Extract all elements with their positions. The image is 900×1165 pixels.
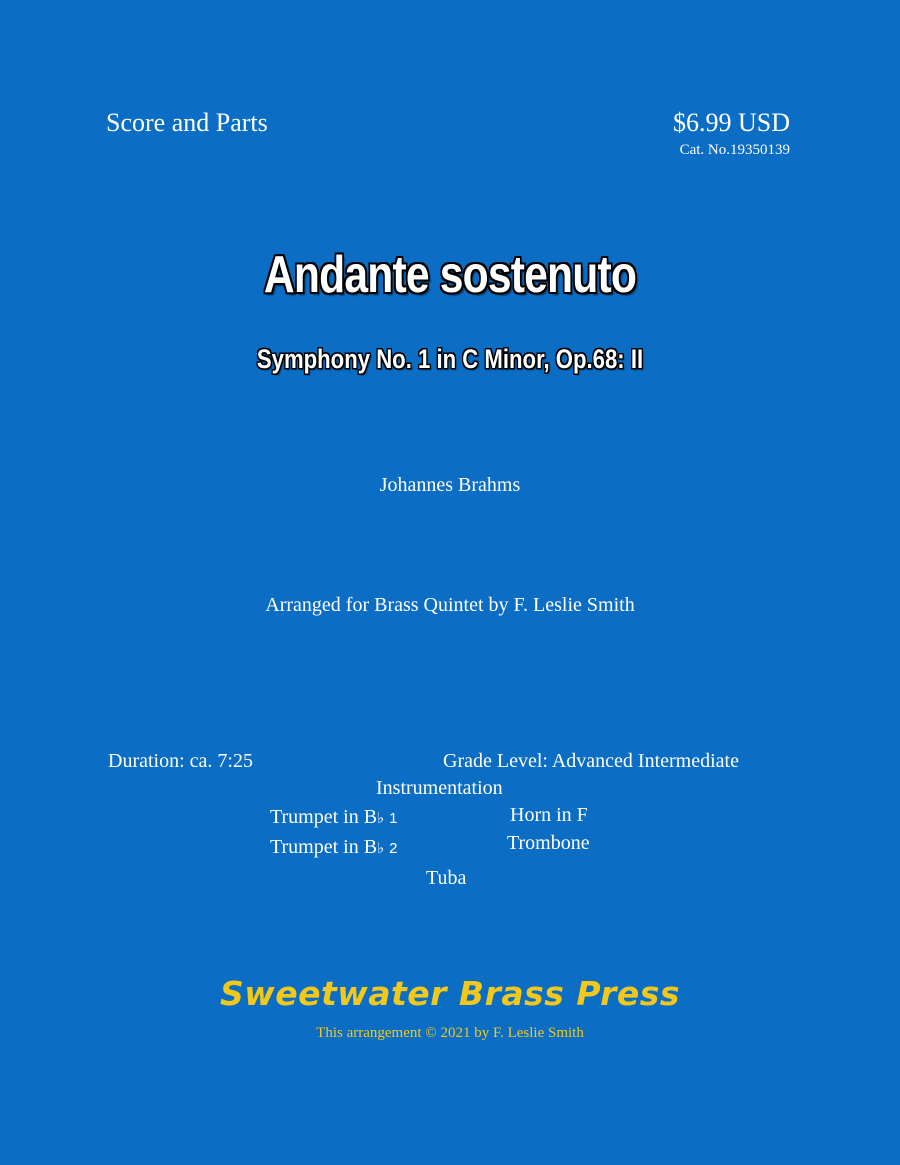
instrumentation-heading: Instrumentation [376,777,503,799]
instrument-horn: Horn in F [510,804,588,826]
score-and-parts-label: Score and Parts [106,108,268,137]
instrument-name: Trumpet in B [270,836,378,858]
instrument-trombone: Trombone [507,832,590,854]
price: $6.99 USD [672,108,790,137]
instrument-tuba: Tuba [426,867,467,889]
publisher-logo: Sweetwater Brass Press [219,974,681,1013]
piece-title: Andante sostenuto [263,246,637,304]
duration: Duration: ca. 7:25 [108,750,253,772]
instrument-number: 2 [389,840,398,857]
flat-symbol: ♭ [377,841,385,857]
piece-subtitle: Symphony No. 1 in C Minor, Op.68: II [256,344,644,374]
grade-level: Grade Level: Advanced Intermediate [443,750,739,772]
composer: Johannes Brahms [379,474,521,496]
instrument-name: Trumpet in B [270,806,378,828]
instrument-number: 1 [389,810,398,827]
catalog-number: Cat. No.19350139 [679,142,790,158]
flat-symbol: ♭ [377,811,385,827]
instrument-trumpet-1 [270,806,397,829]
copyright-notice: This arrangement © 2021 by F. Leslie Smith [316,1025,584,1041]
arranger: Arranged for Brass Quintet by F. Leslie Smith [265,594,635,616]
instrument-trumpet-2 [270,836,397,859]
